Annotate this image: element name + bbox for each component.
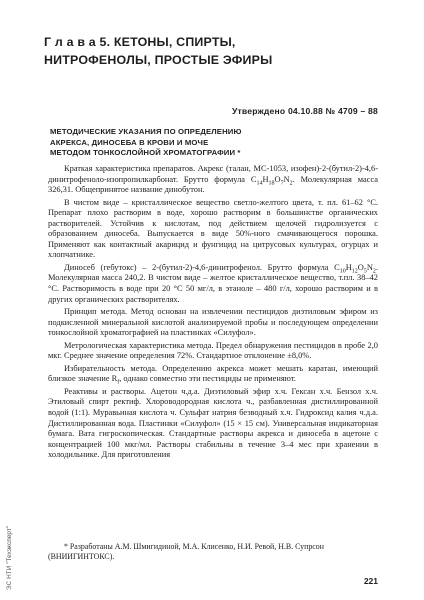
chapter-heading <box>44 34 384 69</box>
chapter-heading-line-1: Г л а в а 5. КЕТОНЫ, СПИРТЫ, <box>44 35 236 49</box>
paragraph-method-principle: Принцип метода. Метод основан на извлечении пестицидов диэтиловым эфиром из подкисленной минеральной кислотой анализируемой пробы и последующем определении тонкослойной хроматографией на пластинках «Силуфол». <box>48 307 378 338</box>
approval-note: Утверждено 04.10.88 № 4709 – 88 <box>231 106 378 116</box>
document-title-line-1: МЕТОДИЧЕСКИЕ УКАЗАНИЯ ПО ОПРЕДЕЛЕНИЮ <box>50 127 242 136</box>
paragraph-acrex-properties: В чистом виде – кристаллическое вещество светло-желтого цвета, т. пл. 61–62 °С. Препарат плохо растворим в воде, хорошо растворим в большинстве органических растворителей. Устойчив к кислотам, под действием щелочей гидролизуется с образованием диносеба. Выпускается в виде 50%-ного смачивающегося порошка. Применяют как контактный акарицид и фунгицид на цитрусовых культурах, огурцах и хлопчатнике. <box>48 197 378 260</box>
document-title-line-3: МЕТОДОМ ТОНКОСЛОЙНОЙ ХРОМАТОГРАФИИ * <box>50 148 241 157</box>
paragraph-acrex: Краткая характеристика препаратов. Акрекс (талан, МС-1053, изофен)-2-(бутил-2)-4,6-динитрофеноло-изопропилкарбонат. Брутто формула $С_{14}Н_{18}О_7N_2$. Молекулярная масса 326,31. Общепринятое название динобутон. <box>48 164 379 195</box>
paragraph-selectivity: Избирательность метода. Определению акрекса может мешать каратан, имеющий близкое значение $R_f$, однако совместно эти пестициды не применяют. <box>48 363 378 387</box>
document-title <box>50 127 370 159</box>
paragraph-metrology: Метрологическая характеристика метода. Предел обнаружения пестицидов в пробе 2,0 мкг. Среднее значение определения 72%. Стандартное отклонение ±8,0%. <box>48 340 378 361</box>
source-stamp: ЭС НТИ "Техэксперт" <box>6 525 13 590</box>
page-number: 221 <box>363 576 378 586</box>
paragraph-dinoseb: Диносеб (гебутокс) – 2-(бутил-2)-4,6-динитрофенол. Брутто формула $С_{10}Н_{12}О_5N_2$. Молекулярная масса 240,2. В чистом виде – желтое кристаллическое вещество, т.пл. 38–42 °С. Растворимость в воде при 20 °С 50 мг/л, в этаноле – 480 г/л, хорошо растворим и в других органических растворителях. <box>48 262 378 304</box>
footnote <box>48 542 378 562</box>
chapter-heading-line-2: НИТРОФЕНОЛЫ, ПРОСТЫЕ ЭФИРЫ <box>44 52 273 67</box>
paragraph-reagents: Реактивы и растворы. Ацетон ч.д.а. Диэтиловый эфир х.ч. Гексан х.ч. Бензол х.ч. Этиловый спирт ректиф. Хлороводородная кислота ч., разбавленная дистиллированной водой (1:1). Муравьиная кислота ч. Сульфат натрия безводный х.ч. Гидроксид калия ч.д.а. Дистиллированная вода. Пластинки «Силуфол» (15 × 15 см). Универсальная индикаторная бумага. Вата гигроскопическая. Стандартные растворы акрекса и диносеба в ацетоне с концентрацией 100 мкг/мл. Растворы стабильны в течение 3–4 мес при хранении в холодильнике. Для приготовления <box>48 386 378 460</box>
document-title-line-2: АКРЕКСА, ДИНОСЕБА В КРОВИ И МОЧЕ <box>50 137 209 147</box>
footnote-text: * Разработаны А.М. Шмигидиной, М.А. Клисенко, Н.И. Ревой, Н.В. Супрсон (ВНИИГИНТОКС). <box>48 542 324 562</box>
body-text <box>48 164 378 463</box>
